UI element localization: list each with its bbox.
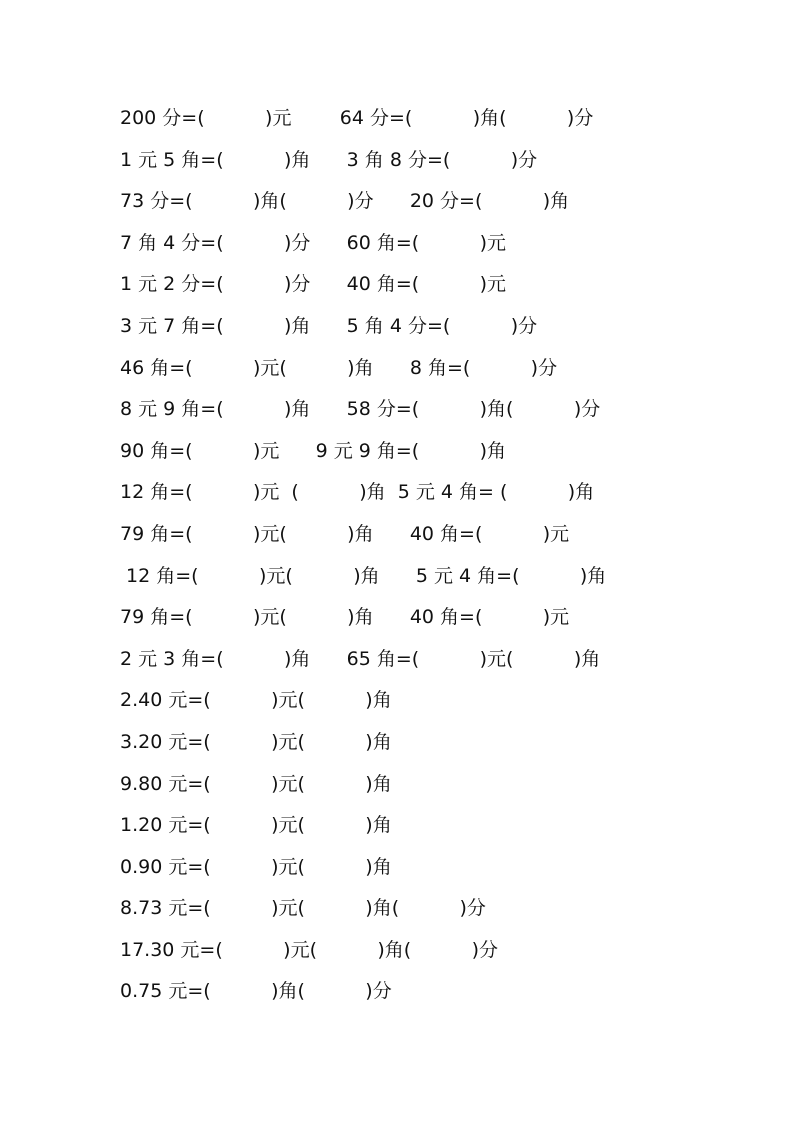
exercise-line: 46 角=( )元( )角 8 角=( )分 xyxy=(120,356,558,379)
exercise-line: 2.40 元=( )元( )角 xyxy=(120,689,392,712)
exercise-line: 79 角=( )元( )角 40 角=( )元 xyxy=(120,522,570,545)
exercise-line: 1.20 元=( )元( )角 xyxy=(120,814,392,837)
exercise-line: 1 元 5 角=( )角 3 角 8 分=( )分 xyxy=(120,148,538,171)
exercise-line: 90 角=( )元 9 元 9 角=( )角 xyxy=(120,439,507,462)
exercise-line: 200 分=( )元 64 分=( )角( )分 xyxy=(120,107,594,129)
exercise-line: 17.30 元=( )元( )角( )分 xyxy=(120,938,499,961)
exercise-line: 3 元 7 角=( )角 5 角 4 分=( )分 xyxy=(120,314,538,337)
exercise-line: 0.75 元=( )角( )分 xyxy=(120,980,392,1003)
exercise-line: 8.73 元=( )元( )角( )分 xyxy=(120,897,486,920)
exercise-line: 1 元 2 分=( )分 40 角=( )元 xyxy=(120,273,507,296)
money-conversion-worksheet xyxy=(120,98,680,1013)
exercise-line: 7 角 4 分=( )分 60 角=( )元 xyxy=(120,231,507,254)
exercise-line: 3.20 元=( )元( )角 xyxy=(120,730,392,753)
exercise-line: 0.90 元=( )元( )角 xyxy=(120,855,392,878)
exercise-line: 9.80 元=( )元( )角 xyxy=(120,772,392,795)
exercise-line: 2 元 3 角=( )角 65 角=( )元( )角 xyxy=(120,647,601,670)
exercise-line: 8 元 9 角=( )角 58 分=( )角( )分 xyxy=(120,398,601,421)
exercise-line: 79 角=( )元( )角 40 角=( )元 xyxy=(120,606,570,629)
exercise-line: 12 角=( )元( )角 5 元 4 角=( )角 xyxy=(120,564,607,587)
exercise-line: 73 分=( )角( )分 20 分=( )角 xyxy=(120,190,570,213)
exercise-line: 12 角=( )元 ( )角 5 元 4 角= ( )角 xyxy=(120,481,595,504)
